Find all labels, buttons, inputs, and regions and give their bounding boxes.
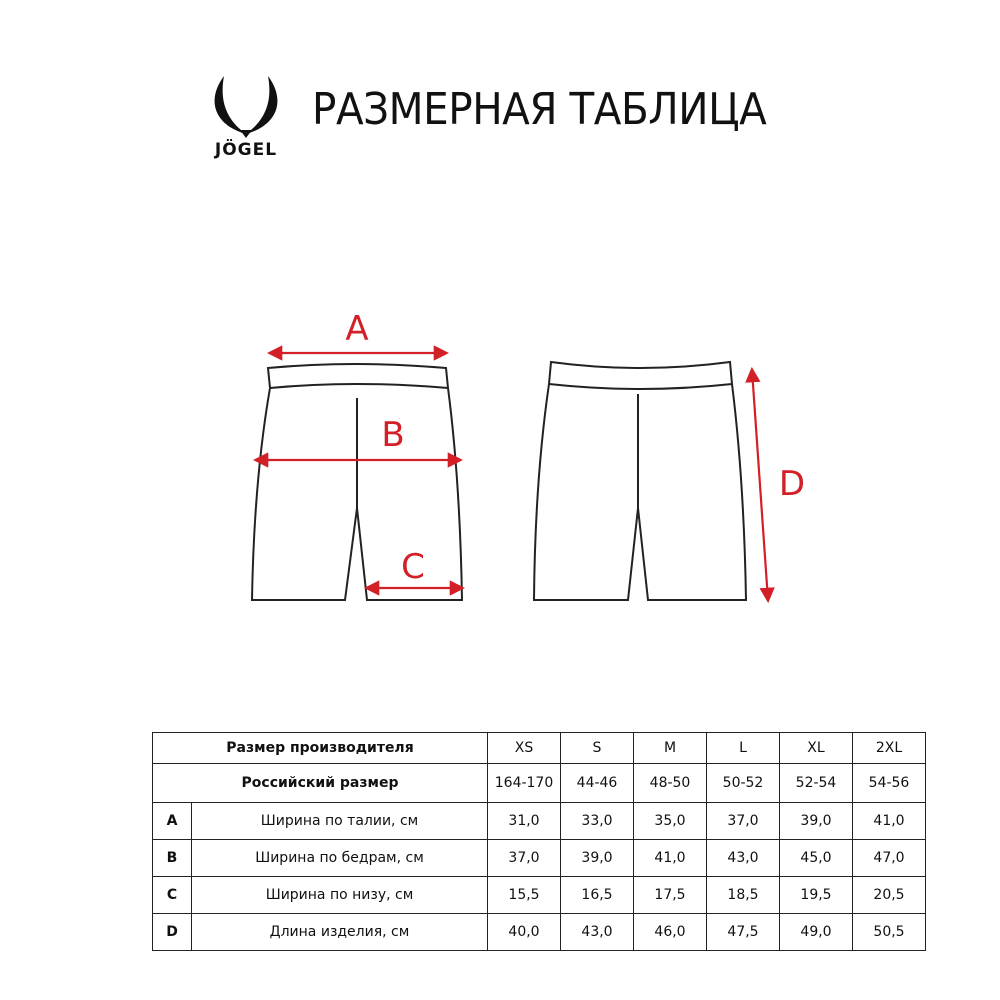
measure-name: Длина изделия, см: [192, 914, 488, 951]
value-cell: 50,5: [853, 914, 926, 951]
value-cell: 45,0: [780, 840, 853, 877]
table-row: [153, 877, 926, 914]
value-cell: 33,0: [561, 803, 634, 840]
value-cell: 47,5: [707, 914, 780, 951]
table-row: [153, 914, 926, 951]
size-cell: L: [707, 733, 780, 764]
value-cell: 16,5: [561, 877, 634, 914]
label-a: A: [345, 309, 369, 349]
value-cell: 18,5: [707, 877, 780, 914]
value-cell: 15,5: [488, 877, 561, 914]
table-row: [153, 840, 926, 877]
table-row: [153, 733, 926, 764]
value-cell: 37,0: [707, 803, 780, 840]
measure-letter: C: [153, 877, 192, 914]
value-cell: 47,0: [853, 840, 926, 877]
value-cell: 41,0: [853, 803, 926, 840]
value-cell: 43,0: [561, 914, 634, 951]
russian-size-cell: 52-54: [780, 764, 853, 803]
value-cell: 31,0: [488, 803, 561, 840]
shorts-back: [534, 362, 746, 600]
value-cell: 20,5: [853, 877, 926, 914]
russian-size-cell: 164-170: [488, 764, 561, 803]
value-cell: 46,0: [634, 914, 707, 951]
value-cell: 39,0: [561, 840, 634, 877]
arrow-d: [752, 370, 768, 600]
shorts-diagram: [0, 280, 1000, 640]
russian-size-cell: 44-46: [561, 764, 634, 803]
shorts-front: [252, 364, 462, 600]
measure-letter: D: [153, 914, 192, 951]
manufacturer-size-label: Размер производителя: [153, 733, 488, 764]
size-cell: M: [634, 733, 707, 764]
size-cell: 2XL: [853, 733, 926, 764]
label-c: C: [401, 547, 425, 587]
size-cell: XS: [488, 733, 561, 764]
value-cell: 17,5: [634, 877, 707, 914]
value-cell: 40,0: [488, 914, 561, 951]
size-table: [152, 732, 926, 951]
russian-size-label: Российский размер: [153, 764, 488, 803]
measure-letter: B: [153, 840, 192, 877]
size-cell: XL: [780, 733, 853, 764]
russian-size-cell: 48-50: [634, 764, 707, 803]
label-d: D: [778, 464, 806, 504]
measure-name: Ширина по талии, см: [192, 803, 488, 840]
value-cell: 37,0: [488, 840, 561, 877]
value-cell: 49,0: [780, 914, 853, 951]
page-title: РАЗМЕРНАЯ ТАБЛИЦА: [312, 84, 767, 135]
value-cell: 41,0: [634, 840, 707, 877]
size-cell: S: [561, 733, 634, 764]
label-b: B: [381, 415, 405, 455]
value-cell: 35,0: [634, 803, 707, 840]
value-cell: 43,0: [707, 840, 780, 877]
measure-letter: A: [153, 803, 192, 840]
brand-name: JÖGEL: [214, 140, 278, 160]
russian-size-cell: 50-52: [707, 764, 780, 803]
measure-name: Ширина по бедрам, см: [192, 840, 488, 877]
value-cell: 39,0: [780, 803, 853, 840]
table-row: [153, 803, 926, 840]
russian-size-cell: 54-56: [853, 764, 926, 803]
value-cell: 19,5: [780, 877, 853, 914]
table-row: [153, 764, 926, 803]
measure-name: Ширина по низу, см: [192, 877, 488, 914]
